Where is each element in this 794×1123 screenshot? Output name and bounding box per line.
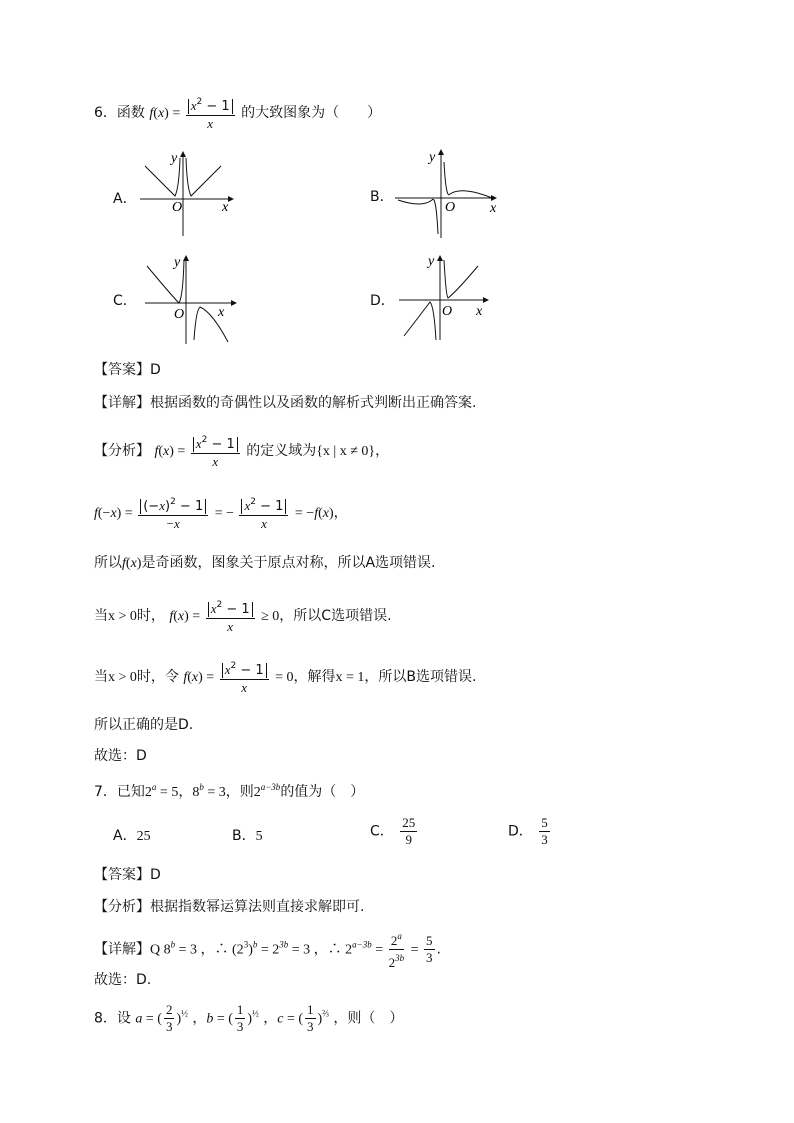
graph-c (142, 252, 242, 344)
graph-b (392, 146, 502, 238)
graph-d (396, 252, 496, 342)
graph-d-origin: O (442, 304, 453, 319)
analysis-6-choose: 故选：D (94, 748, 147, 764)
graph-d-y-label: y (428, 254, 435, 269)
q7-stem: 7．已知$2^a = 5$，$8^b = 3$，则$2^{a-3b}$的值为（ ） (94, 782, 365, 800)
q7-option-c: C． $\frac{25}{9}$ (370, 815, 416, 847)
answer-7: 【答案】D (94, 867, 161, 883)
q7-option-b: B．5 (232, 828, 263, 844)
option-d-label: D． (370, 293, 395, 309)
analysis-6-odd-conclusion: 所以f(x)是奇函数，图象关于原点对称，所以A选项错误. (94, 555, 436, 571)
graph-a (135, 148, 240, 236)
q6-fraction: $\frac{x^2 - 1}{x}$ (186, 94, 235, 132)
analysis-6-odd-check: f(−x) = $\frac{(-x)^2 - 1}{-x}$ = − $\frac{x^2 - 1}{x}$ = −f(x)， (94, 494, 348, 532)
graph-c-y-label: y (174, 255, 181, 270)
graph-a-y-label: y (171, 151, 178, 166)
analysis-6-correct: 所以正确的是D. (94, 717, 194, 733)
detail-7: 【详解】Q $8^b = 3$ ，∴ $(2^3)^b = 2^{3b} = 3$ ，∴ $2^{a-3b}$ = $\frac{2^a}{2^{3b}}$ = $\frac{5}{3}$ . (94, 928, 441, 971)
graph-a-x-label: x (222, 200, 229, 215)
detail-6: 【详解】根据函数的奇偶性以及函数的解析式判断出正确答案. (94, 395, 477, 411)
graph-c-x-label: x (218, 305, 225, 320)
q6-stem: 6．函数 f(x) = $\frac{x^2 - 1}{x}$ 的大致图象为（ ） (94, 94, 381, 132)
analysis-6-option-b: 当x > 0时，令 f(x) = $\frac{x^2 - 1}{x}$ = 0，解得x = 1，所以B选项错误. (94, 658, 476, 696)
graph-b-origin: O (445, 200, 456, 215)
answer-6: 【答案】D (94, 362, 161, 378)
q7-option-a: A．25 (113, 828, 151, 844)
graph-b-x-label: x (490, 201, 497, 216)
choose-7: 故选：D. (94, 972, 152, 988)
analysis-6-option-c: 当x > 0时， f(x) = $\frac{x^2 - 1}{x}$ ≥ 0，所以C选项错误. (94, 597, 392, 635)
analysis-7: 【分析】根据指数幂运算法则直接求解即可. (94, 899, 365, 915)
option-c-label: C． (113, 293, 137, 309)
analysis-6-domain: 【分析】 f(x) = $\frac{x^2 - 1}{x}$ 的定义域为{x | x ≠ 0}， (94, 432, 389, 470)
graph-d-x-label: x (476, 304, 483, 319)
option-b-label: B． (370, 189, 394, 205)
graph-a-origin: O (172, 200, 183, 215)
q8-stem: 8．设 a = ( $\frac{2}{3}$ )$^{\frac{1}{2}}$ ，b = ( $\frac{1}{3}$ )$^{\frac{1}{2}}$ ，c = ( $\frac{1}{3}$ )$^{\frac{2}{3}}$ ，则（ ） (94, 1002, 404, 1034)
graph-c-origin: O (174, 307, 185, 322)
q7-option-d: D． $\frac{5}{3}$ (508, 815, 548, 847)
graph-b-y-label: y (429, 150, 436, 165)
option-a-label: A． (113, 191, 137, 207)
